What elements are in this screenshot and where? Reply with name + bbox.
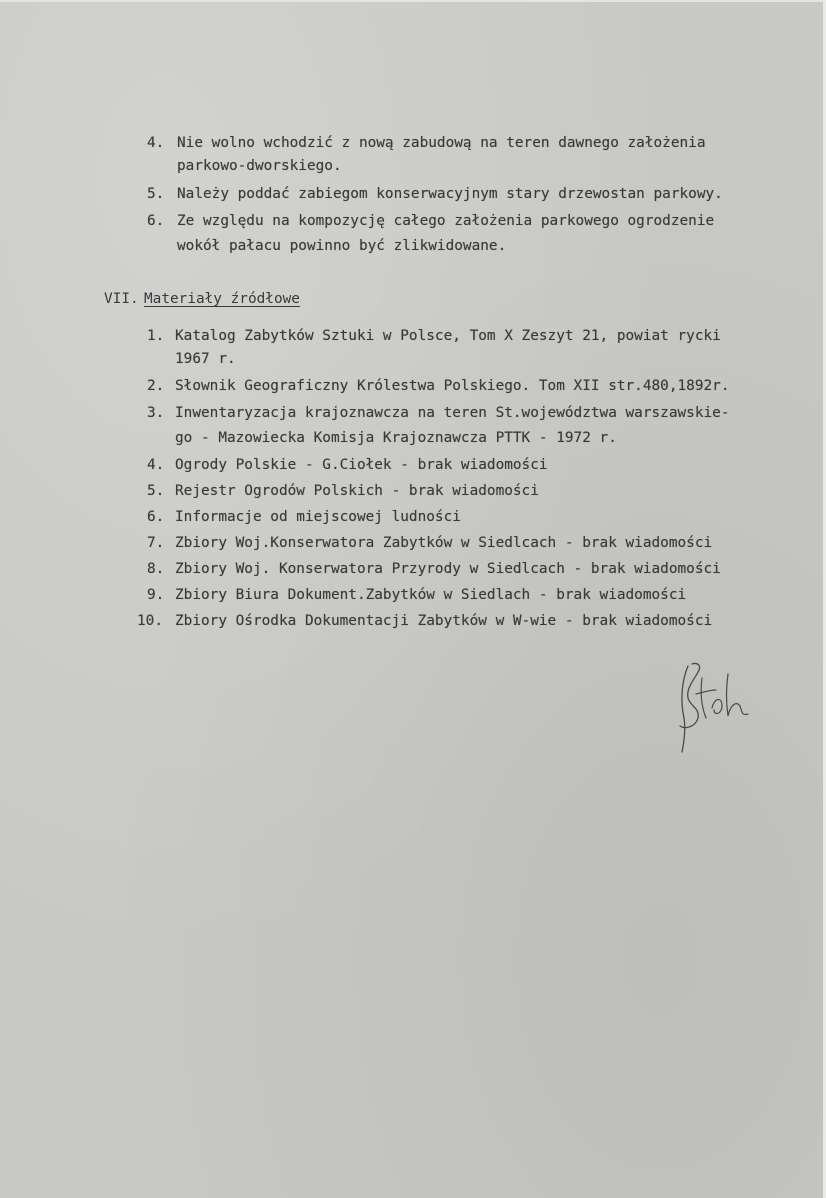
list-item-text: parkowo-dworskiego. xyxy=(177,158,342,174)
source-text: Zbiory Woj.Konserwatora Zabytków w Siedlcach - brak wiadomości xyxy=(175,535,713,551)
source-text: Katalog Zabytków Sztuki w Polsce, Tom X Zeszyt 21, powiat rycki xyxy=(175,328,721,344)
source-text: Inwentaryzacja krajoznawcza na teren St.województwa warszawskie- xyxy=(175,405,730,421)
handwritten-signature xyxy=(672,660,758,756)
source-number: 6. xyxy=(147,509,165,525)
source-number: 10. xyxy=(137,613,163,629)
source-text: Zbiory Ośrodka Dokumentacji Zabytków w W-wie - brak wiadomości xyxy=(175,613,713,629)
list-item-number: 4. xyxy=(147,135,165,151)
source-text: Zbiory Woj. Konserwatora Przyrody w Siedlcach - brak wiadomości xyxy=(175,561,721,577)
source-number: 3. xyxy=(147,405,165,421)
source-text: Informacje od miejscowej ludności xyxy=(175,509,461,525)
source-text: Ogrody Polskie - G.Ciołek - brak wiadomości xyxy=(175,457,548,473)
source-number: 4. xyxy=(147,457,165,473)
section-title: Materiały źródłowe xyxy=(144,291,300,307)
source-number: 7. xyxy=(147,535,165,551)
section-number: VII. xyxy=(104,291,139,307)
source-number: 2. xyxy=(147,378,165,394)
source-text: Rejestr Ogrodów Polskich - brak wiadomości xyxy=(175,483,539,499)
list-item-number: 6. xyxy=(147,213,165,229)
source-number: 8. xyxy=(147,561,165,577)
source-text: 1967 r. xyxy=(175,351,236,367)
list-item-number: 5. xyxy=(147,186,165,202)
source-text: go - Mazowiecka Komisja Krajoznawcza PTTK - 1972 r. xyxy=(175,430,617,446)
source-number: 5. xyxy=(147,483,165,499)
list-item-text: Należy poddać zabiegom konserwacyjnym stary drzewostan parkowy. xyxy=(177,186,723,202)
list-item-text: wokół pałacu powinno być zlikwidowane. xyxy=(177,238,507,254)
source-text: Zbiory Biura Dokument.Zabytków w Siedlach - brak wiadomości xyxy=(175,587,687,603)
list-item-text: Ze względu na kompozycję całego założenia parkowego ogrodzenie xyxy=(177,213,715,229)
list-item-text: Nie wolno wchodzić z nową zabudową na teren dawnego założenia xyxy=(177,135,706,151)
source-number: 9. xyxy=(147,587,165,603)
source-number: 1. xyxy=(147,328,165,344)
page-edge-top xyxy=(0,0,826,2)
source-text: Słownik Geograficzny Królestwa Polskiego. Tom XII str.480,1892r. xyxy=(175,378,730,394)
